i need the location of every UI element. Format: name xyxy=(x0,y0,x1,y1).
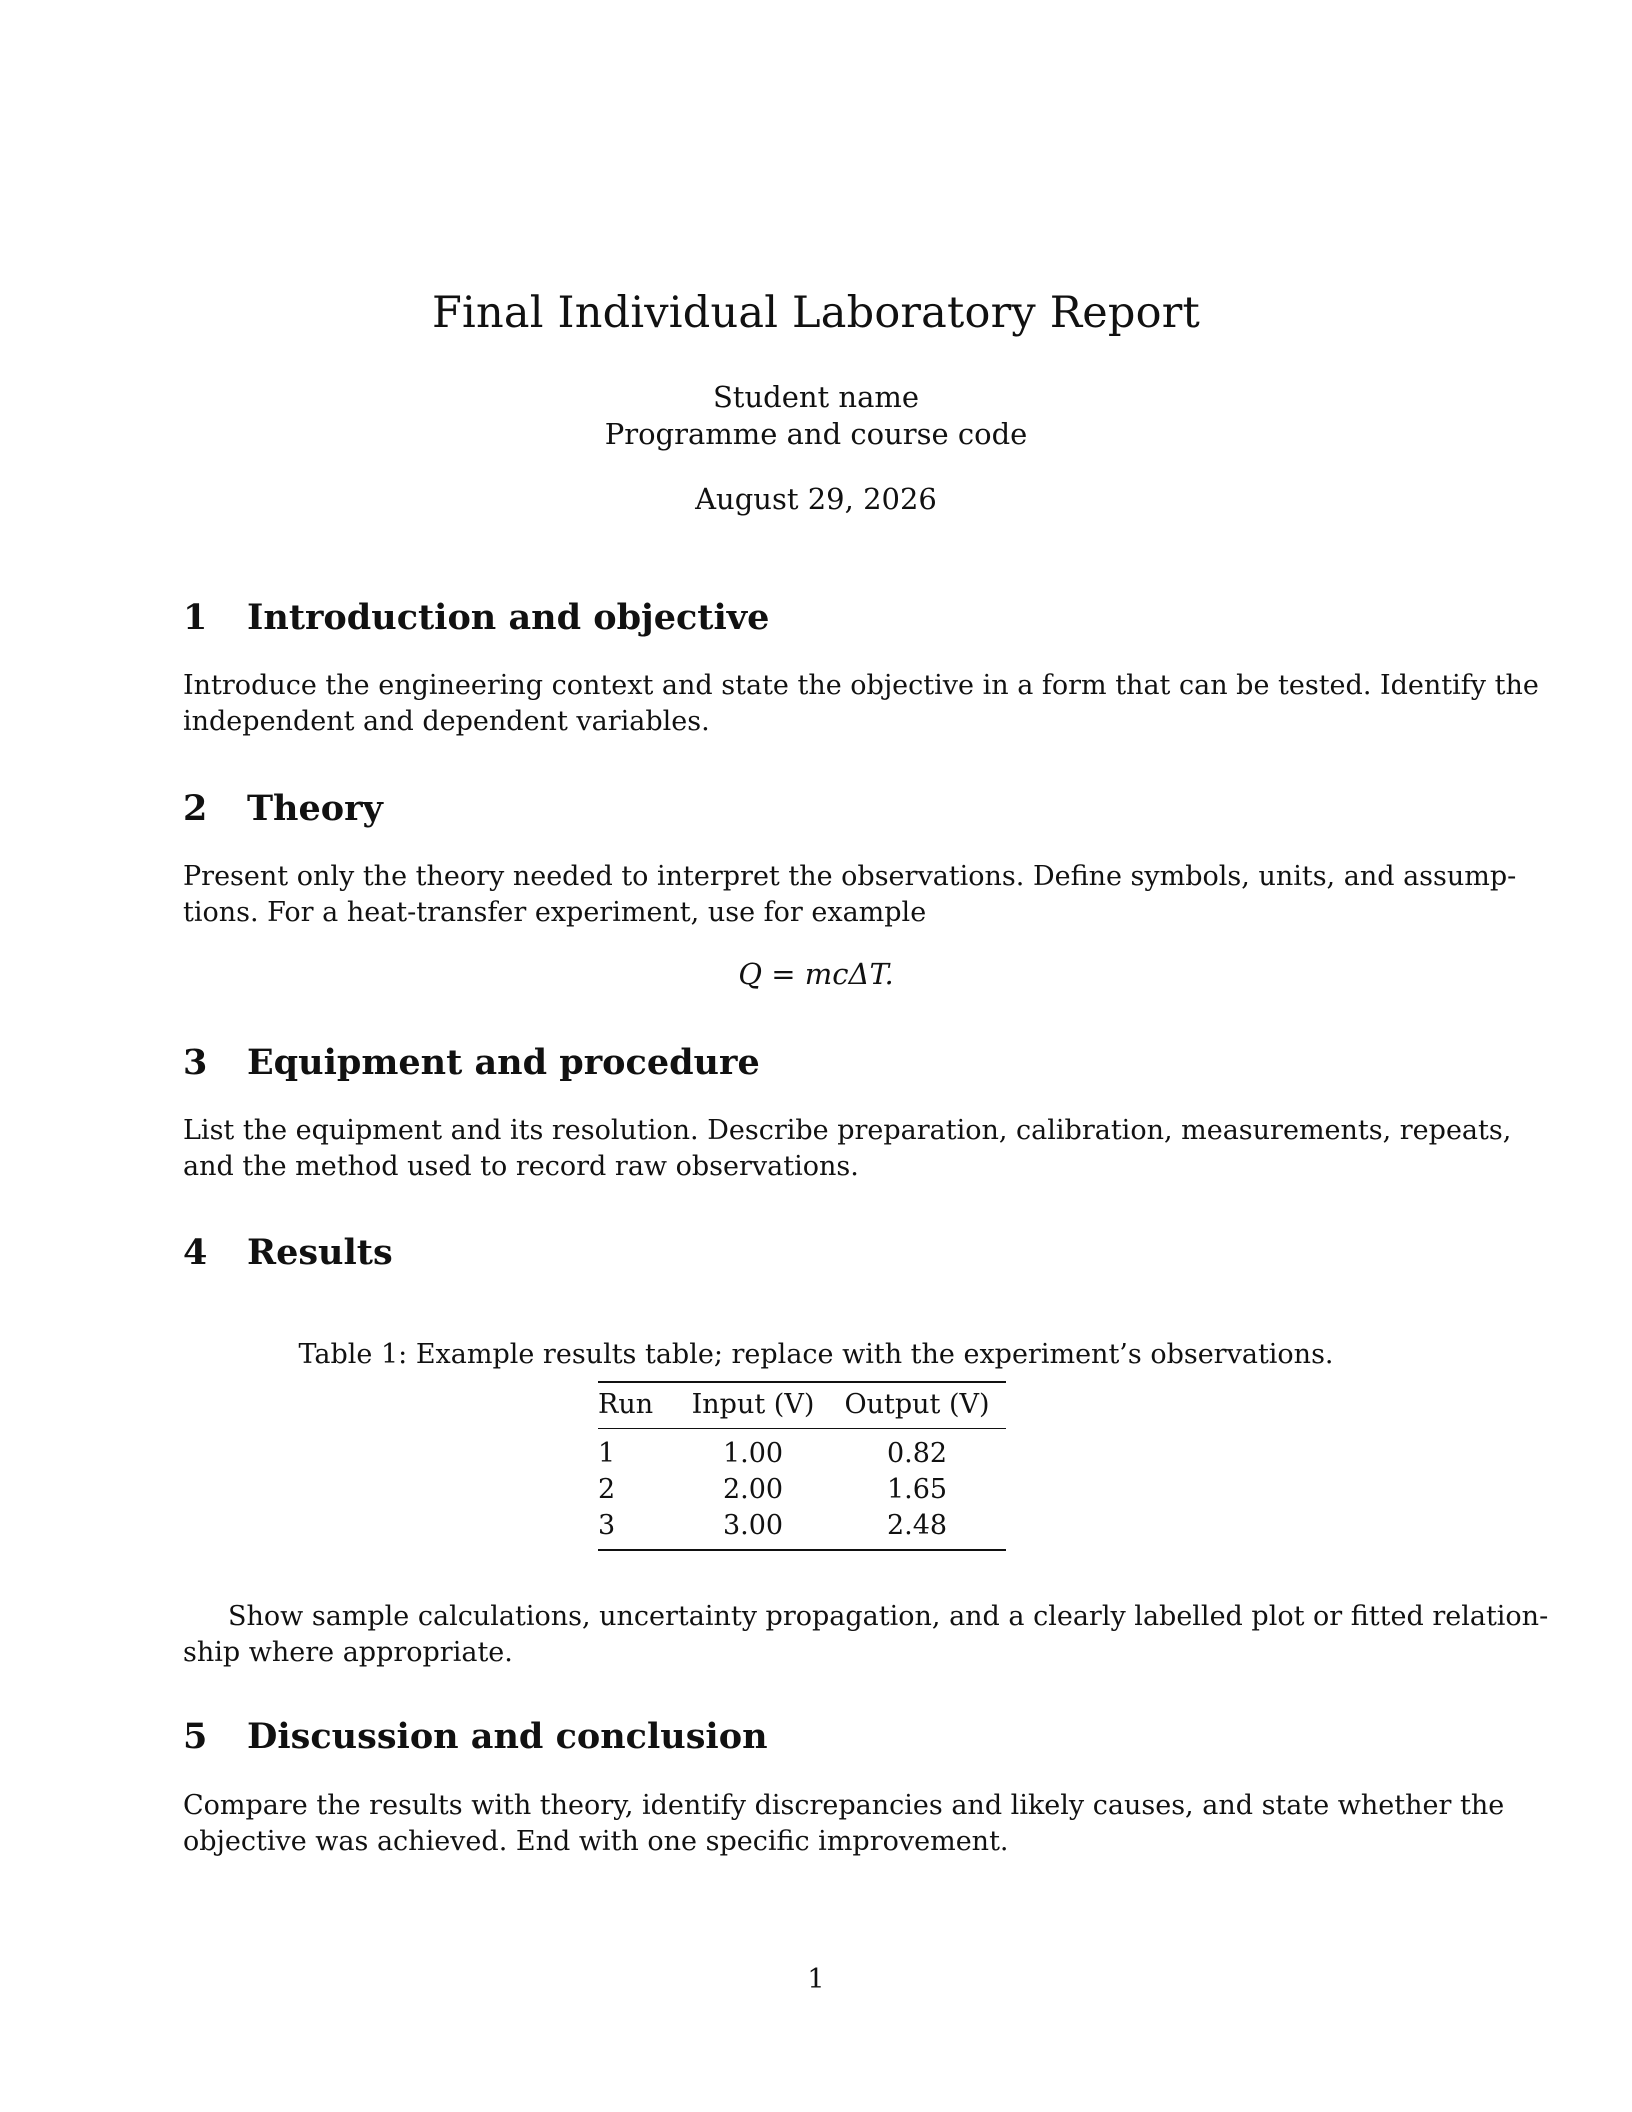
paragraph-line: List the equipment and its resolution. Describe preparation, calibration, measurements, repeats, xyxy=(183,1115,1512,1146)
section-title: Theory xyxy=(247,788,383,829)
paragraph-line: independent and dependent variables. xyxy=(183,706,710,737)
heat-equation: Q = mcΔT. xyxy=(738,957,894,991)
section-number: 2 xyxy=(183,788,208,829)
paragraph-line: Present only the theory needed to interpret the observations. Define symbols, units, and assump- xyxy=(183,861,1517,892)
results-paragraph xyxy=(183,1599,1549,1671)
section-title: Introduction and objective xyxy=(247,597,770,638)
programme-code: Programme and course code xyxy=(604,417,1028,451)
cell-input: 2.00 xyxy=(722,1473,784,1505)
page-number: 1 xyxy=(807,1964,825,1995)
section-heading-discussion xyxy=(183,1716,768,1757)
table-header-row xyxy=(598,1382,1006,1429)
section-heading-theory xyxy=(183,788,383,829)
cell-output: 0.82 xyxy=(886,1437,948,1469)
table-row xyxy=(598,1471,1006,1507)
author-name: Student name xyxy=(712,380,920,414)
cell-output: 1.65 xyxy=(886,1473,948,1505)
table-row xyxy=(598,1507,1006,1550)
introduction-paragraph xyxy=(183,668,1539,740)
column-header-output: Output (V) xyxy=(828,1382,1006,1429)
cell-input: 3.00 xyxy=(678,1507,828,1550)
section-title: Discussion and conclusion xyxy=(247,1716,768,1757)
equipment-paragraph xyxy=(183,1113,1512,1185)
column-header-run: Run xyxy=(598,1382,678,1429)
section-number: 5 xyxy=(183,1716,208,1757)
section-title: Equipment and procedure xyxy=(247,1042,760,1083)
section-number: 1 xyxy=(183,597,208,638)
cell-run: 2 xyxy=(598,1473,616,1505)
section-number: 3 xyxy=(183,1042,208,1083)
section-heading-introduction xyxy=(183,597,769,638)
paragraph-line: tions. For a heat-transfer experiment, use for example xyxy=(183,897,927,928)
cell-output: 2.48 xyxy=(828,1507,1006,1550)
document-date: August 29, 2026 xyxy=(695,482,937,516)
table-row xyxy=(598,1429,1006,1472)
section-heading-results xyxy=(183,1232,393,1273)
results-table xyxy=(598,1381,1006,1551)
paragraph-line: Compare the results with theory, identify discrepancies and likely causes, and state whether the xyxy=(183,1790,1505,1821)
cell-run: 1 xyxy=(598,1437,616,1469)
paragraph-line: Introduce the engineering context and state the objective in a form that can be tested. Identify the xyxy=(183,670,1539,701)
table-caption: Table 1: Example results table; replace with the experiment’s observations. xyxy=(298,1339,1334,1370)
document-title: Final Individual Laboratory Report xyxy=(432,288,1200,338)
paragraph-line: ship where appropriate. xyxy=(183,1637,513,1668)
discussion-paragraph xyxy=(183,1788,1505,1860)
paragraph-line: objective was achieved. End with one specific improvement. xyxy=(183,1826,1009,1857)
theory-paragraph xyxy=(183,859,1517,931)
paragraph-line: and the method used to record raw observations. xyxy=(183,1151,859,1182)
section-heading-equipment xyxy=(183,1042,760,1083)
section-title: Results xyxy=(247,1232,393,1273)
cell-input: 1.00 xyxy=(722,1437,784,1469)
column-header-input: Input (V) xyxy=(678,1382,828,1429)
section-number: 4 xyxy=(183,1232,208,1273)
paragraph-line: Show sample calculations, uncertainty propagation, and a clearly labelled plot or fitted relation- xyxy=(228,1601,1549,1632)
cell-run: 3 xyxy=(598,1507,678,1550)
